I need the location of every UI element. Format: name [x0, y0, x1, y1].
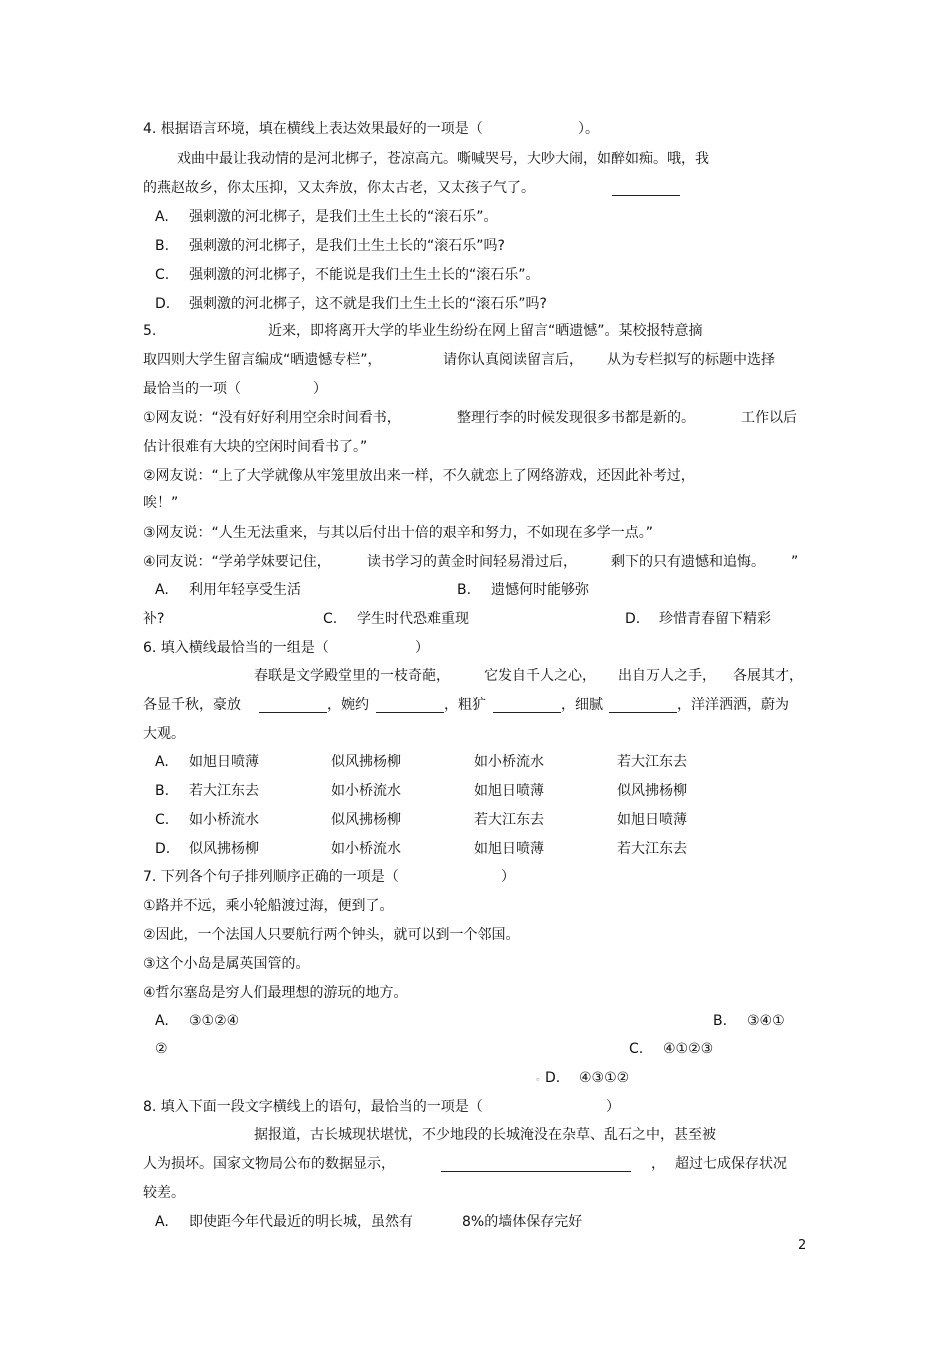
- q7-option-a-letter: A.: [155, 1013, 169, 1029]
- q5-comment1c: 工作以后: [741, 410, 797, 426]
- q8-answer-blank: [441, 1171, 631, 1172]
- q6-row-a-c2: 似风拂杨柳: [331, 754, 401, 770]
- q5-option-c-letter: C.: [323, 611, 338, 627]
- q6-blank4: [609, 712, 677, 713]
- q6-row-b-c2: 如小桥流水: [331, 783, 401, 799]
- q8-passage1: 据报道，古长城现状堪忧，不少地段的长城淹没在杂草、乱石之中，甚至被: [254, 1127, 716, 1143]
- q4-answer-blank: [612, 195, 680, 196]
- q5-comment1d: 估计很难有大块的空闲时间看书了。”: [143, 439, 368, 455]
- q6-row-b-c3: 如旭日喷薄: [474, 783, 544, 799]
- q8-option-a-letter: A.: [155, 1214, 169, 1230]
- q7-sentence1: ①路并不远，乘小轮船渡过海，便到了。: [143, 898, 394, 914]
- q8-passage3: 较差。: [143, 1185, 185, 1201]
- q6-row-c-c4: 如旭日喷薄: [617, 812, 687, 828]
- q5-option-b: 遗憾何时能够弥: [491, 582, 589, 598]
- q8-passage2a: 人为损坏。国家文物局公布的数据显示，: [143, 1156, 395, 1172]
- q8-passage2c: 超过七成保存状况: [675, 1156, 787, 1172]
- q6-passage1a: 春联是文学殿堂里的一枝奇葩，: [254, 668, 450, 684]
- q6-row-a-letter: A.: [155, 754, 169, 770]
- q8-stem-end: ）: [606, 1099, 620, 1115]
- q4-option-d: 强刺激的河北梆子，这不就是我们土生土长的“滚石乐”吗?: [189, 296, 547, 312]
- q5-option-c: 学生时代恐难重现: [357, 611, 469, 627]
- q6-passage3: 大观。: [143, 726, 185, 742]
- q7-option-b-letter: B.: [713, 1013, 728, 1029]
- q5-line3b: ）: [313, 381, 327, 397]
- q5-comment4a: ④同友说：“学弟学妹要记住，: [143, 554, 331, 570]
- q5-line2a: 取四则大学生留言编成“晒遗憾专栏”，: [143, 352, 382, 368]
- q4-passage-line1: 戏曲中最让我动情的是河北梆子，苍凉高亢。嘶喊哭号，大吵大闹，如醉如痴。哦，我: [177, 151, 709, 167]
- q6-row-a-c3: 如小桥流水: [474, 754, 544, 770]
- page-number: 2: [798, 1238, 807, 1253]
- q5-comment2a: ②网友说：“上了大学就像从牢笼里放出来一样，不久就恋上了网络游戏，还因此补考过，: [143, 468, 695, 484]
- q6-passage2c: ，粗犷: [444, 697, 486, 713]
- q6-row-b-c4: 似风拂杨柳: [617, 783, 687, 799]
- q4-option-c: 强刺激的河北梆子，不能说是我们土生土长的“滚石乐”。: [189, 267, 540, 283]
- q5-line3a: 最恰当的一项（: [143, 381, 241, 397]
- q4-option-b: 强刺激的河北梆子，是我们土生土长的“滚石乐”吗?: [189, 238, 505, 254]
- q8-option-a-part2: 8%的墙体保存完好: [462, 1214, 583, 1230]
- q8-passage2b: ，: [651, 1156, 665, 1172]
- q6-row-c-c2: 似风拂杨柳: [331, 812, 401, 828]
- q6-row-a-c1: 如旭日喷薄: [189, 754, 259, 770]
- q5-line1: 近来，即将离开大学的毕业生纷纷在网上留言“晒遗憾”。某校报特意摘: [268, 323, 703, 339]
- q5-comment4c: 剩下的只有遗憾和追悔。: [611, 554, 765, 570]
- q7-stem: 7. 下列各个句子排列顺序正确的一项是（: [143, 869, 399, 885]
- q6-row-d-letter: D.: [155, 841, 171, 857]
- q5-comment3: ③网友说：“人生无法重来，与其以后付出十倍的艰辛和努力，不如现在多学一点。”: [143, 525, 654, 541]
- q4-option-b-letter: B.: [155, 238, 170, 254]
- q5-comment1a: ①网友说：“没有好好利用空余时间看书，: [143, 410, 401, 426]
- q6-blank1: [259, 712, 327, 713]
- q6-row-b-letter: B.: [155, 783, 170, 799]
- q6-row-c-c1: 如小桥流水: [189, 812, 259, 828]
- q6-passage2b: ，婉约: [327, 697, 369, 713]
- q6-blank2: [376, 712, 444, 713]
- q5-option-a: 利用年轻享受生活: [189, 582, 301, 598]
- q7-stem-end: ）: [501, 869, 515, 885]
- q6-row-c-c3: 若大江东去: [474, 812, 544, 828]
- q6-row-b-c1: 若大江东去: [189, 783, 259, 799]
- q6-row-d-c1: 似风拂杨柳: [189, 841, 259, 857]
- q6-row-c-letter: C.: [155, 812, 170, 828]
- q4-option-d-letter: D.: [155, 296, 171, 312]
- q6-row-a-c4: 若大江东去: [617, 754, 687, 770]
- q4-passage-line2: 的燕赵故乡，你太压抑，又太奔放，你太古老，又太孩子气了。: [143, 180, 535, 196]
- q5-option-b-letter: B.: [457, 582, 472, 598]
- q7-option-c: ④①②③: [663, 1041, 714, 1057]
- q4-stem: 4. 根据语言环境，填在横线上表达效果最好的一项是（: [143, 121, 483, 137]
- q6-passage2a: 各显千秋，豪放: [143, 697, 241, 713]
- q7-option-d-mark: 。: [536, 1072, 546, 1083]
- q5-comment1b: 整理行李的时候发现很多书都是新的。: [457, 410, 695, 426]
- q4-stem-end: ）。: [578, 121, 599, 137]
- q7-sentence4: ④哲尔塞岛是穷人们最理想的游玩的地方。: [143, 985, 408, 1001]
- q6-passage2d: ，细腻: [561, 697, 603, 713]
- q7-option-c-letter: C.: [629, 1041, 644, 1057]
- q7-sentence3: ③这个小岛是属英国管的。: [143, 956, 310, 972]
- q6-stem: 6. 填入横线最恰当的一组是（: [143, 640, 329, 656]
- q7-option-b: ③④①: [747, 1013, 785, 1029]
- q5-comment4d: ”: [791, 554, 799, 570]
- q8-stem: 8. 填入下面一段文字横线上的语句，最恰当的一项是（: [143, 1099, 483, 1115]
- q7-option-d: ④③①②: [579, 1070, 630, 1086]
- q5-option-d-letter: D.: [625, 611, 641, 627]
- q7-option-d-letter: D.: [545, 1070, 561, 1086]
- q6-row-d-c4: 若大江东去: [617, 841, 687, 857]
- q7-option-b-continued: ②: [155, 1041, 168, 1057]
- q4-option-a: 强刺激的河北梆子，是我们土生土长的“滚石乐”。: [189, 209, 498, 225]
- q4-option-a-letter: A.: [155, 209, 169, 225]
- q6-passage1d: 各展其才，: [733, 668, 803, 684]
- q5-line2b: 请你认真阅读留言后，: [443, 352, 583, 368]
- q5-option-b-continued: 补?: [143, 611, 165, 627]
- q6-row-d-c3: 如旭日喷薄: [474, 841, 544, 857]
- q5-number: 5.: [143, 323, 157, 339]
- q5-comment2b: 唉！”: [143, 495, 179, 511]
- q6-stem-end: ）: [415, 640, 429, 656]
- q8-option-a-part1: 即使距今年代最近的明长城，虽然有: [189, 1214, 413, 1230]
- q6-passage2e: ，洋洋洒洒，蔚为: [677, 697, 789, 713]
- q6-passage1b: 它发自千人之心，: [484, 668, 596, 684]
- q6-row-d-c2: 如小桥流水: [331, 841, 401, 857]
- q5-line2c: 从为专栏拟写的标题中选择: [607, 352, 775, 368]
- q5-option-d: 珍惜青春留下精彩: [659, 611, 771, 627]
- q5-comment4b: 读书学习的黄金时间轻易滑过后，: [367, 554, 577, 570]
- q5-option-a-letter: A.: [155, 582, 169, 598]
- q4-option-c-letter: C.: [155, 267, 170, 283]
- q7-option-a: ③①②④: [189, 1013, 240, 1029]
- q7-sentence2: ②因此，一个法国人只要航行两个钟头，就可以到一个邻国。: [143, 927, 520, 943]
- q6-blank3: [493, 712, 561, 713]
- q6-passage1c: 出自万人之手，: [618, 668, 716, 684]
